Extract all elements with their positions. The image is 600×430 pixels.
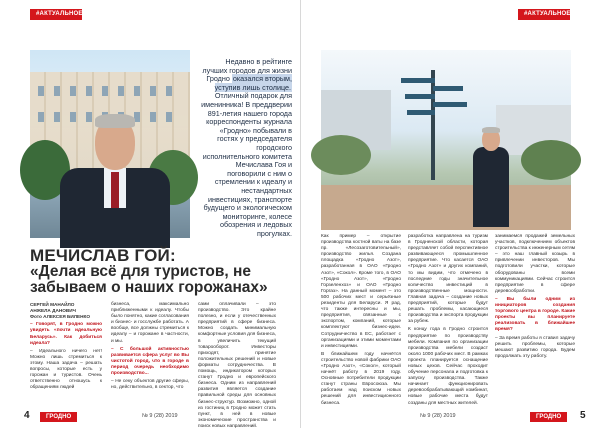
paragraph: – За время работы я ставил задачу решить проблемы, которые мешают развитию города. Будем продолжать эту работу.: [495, 335, 575, 359]
paragraph: Как пример – открытие производства костной ваты на базе пр. «Лесозаготовительный», производство жилья. Создана площадка «Гродно Азот», разработанная в ОАО «Гродно Азот», «Сокол». Кроме того, в ОАО «Гродно Азот», «Гродно Горзеленхоз» и ОАО «Гродно Горгаз». На данный момент – это 500 рабочих мест и серьёзные резиденты для Беларуси. Я рад, что также интересны и мы, предприятия, связанные с экспортом, компаний, которые комплектуют бизнес-идеи. Сотрудничество в ЕС, работает с организациями и этими моментами и инвестициями.: [321, 234, 401, 349]
headline-name: МЕЧИСЛАВ ГОЙ:: [30, 246, 176, 265]
right-article-column-2: [408, 234, 488, 404]
issue-label-right: № 9 (28) 2019: [420, 413, 456, 419]
headline-quote: «Делая всё для туристов, не забываем о наших горожанах»: [30, 263, 268, 296]
brand-label-right: ГРОДНО: [530, 412, 567, 422]
direction-sign: [401, 78, 435, 83]
page-number-left: 4: [24, 410, 30, 421]
lead-text-highlight: оказался вторым, уступив лишь столице.: [214, 74, 292, 92]
paragraph: сами оплачивали – это производство. Это крайне полезно, и если у отечественных предприятий в сфере бизнеса. Можно создать минимальную комфортные условия для бизнеса, в увеличить текущий товарооборот. Инвесторы приходят, принятие положительных решений и новые форматы сотрудничества. В помощь, индикатором которых станут Гродно и европейского бизнеса. Одним из направлений развития является создание правильной среды для основных бизнес-структур. Возможно, одной из гостиниц в Гродно может стать пункт, в ней в новые экономические пространства и поиск новых направлений.: [198, 302, 276, 429]
page-number-right: 5: [580, 410, 586, 421]
paragraph: – Не секу объектов другие сферы, но, действительно, в сектор, что: [111, 379, 189, 391]
direction-sign: [407, 110, 435, 115]
lead-text: [200, 58, 292, 238]
right-article-column-3: [495, 234, 575, 404]
paragraph: – Идеального ничего нет! Можно лишь стремиться к этому. Наша задача – решать вопросы, которые есть у горожан и туристов. Очень ответственно отношусь к обращениям людей: [30, 348, 102, 391]
issue-label-left: № 9 (28) 2019: [142, 413, 178, 419]
section-tab-left: #АКТУАЛЬНОЕ ИНТЕРВЬЮ: [30, 9, 82, 20]
article-column-3: [198, 302, 276, 429]
paragraph: К концу года в Гродно строится предприятие по производству мебели. Компания по организации производства мебели создаст около 1000 рабочих мест. В рамках проекта планируется оснащение новых цехов. Сейчас проходит обучение персонала и подготовка к запуску производства. Также начинает функционировать деревообрабатывающий комбинат, новые рабочие места будут созданы для местных жителей.: [408, 327, 488, 406]
article-column-2: [111, 302, 189, 393]
lead-text-part: Недавно в рейтинге лучших городов для жизни Гродно: [202, 57, 292, 84]
tree: [521, 140, 581, 180]
direction-sign: [433, 102, 467, 107]
paragraph: занимаемся продажей земельных участков, подключением объектов строительства к инженерным сетям – это наш главный козырь в привлечении инвесторов. Мы подготовили участки, которые оборудованы всеми коммуникациями. Сейчас строится предприятие в сфере деревообработки.: [495, 234, 575, 294]
paragraph: бизнеса, максимально приближенными к идеалу. Чтобы было понятно, какие согласования и бизнес- и госслужбе работать. А вообще, все должны стремиться к идеалу – и горожане в частности, и мы.: [111, 302, 189, 344]
street-photo: [321, 50, 571, 230]
section-tab-right: #АКТУАЛЬНОЕ ИНТЕРВЬЮ: [518, 9, 570, 20]
photo-credit: Фото АЛЕКСЕЯ БИЛЕНКО: [30, 313, 91, 319]
left-page: [0, 0, 300, 428]
portrait-photo: [30, 50, 190, 238]
paragraph: разработка направлена на туризм в Гродненской области, которая представляет собой перспективное развивающееся промышленное предприятие. Что касается ОАО «Гродно Азот» и других компаний, то мы видим, что отмечено в последние годы значительное количество инвестиций в производственные мощности. Главная задача – создание новых предприятий, которые будут решать проблемы, касающиеся производства и экспорта продукции за рубеж.: [408, 234, 488, 325]
direction-sign: [405, 94, 435, 99]
direction-sign: [433, 86, 463, 91]
author-1: СЕРГЕЙ МАНАЙЛО: [30, 302, 75, 307]
interview-question: – Вы были одним из инициаторов создания торгового центра в городе. Какие проекты вы планируете реализовать в ближайшее время?: [495, 296, 575, 333]
brand-label-left: ГРОДНО: [40, 412, 77, 422]
byline: [30, 302, 102, 319]
paragraph: В ближайшем году начнётся строительство новой фабрики ОАО «Гродно Азот», «Сокол», который начнёт работу в 2019 году. Основные потребители продукции станут страны Евросоюза. Мы работаем над поиском новых решений для инвестиционного бизнеса.: [321, 351, 401, 406]
right-article-column-1: [321, 234, 401, 404]
mayor-figure: [60, 110, 170, 240]
mayor-figure: [471, 125, 511, 225]
article-column-1: [30, 302, 102, 393]
author-2: АНЖЕЛА ДАНОВИЧ: [30, 307, 76, 313]
sidewalk: [321, 185, 571, 230]
interview-question: – Говорят, в Гродно можно увидеть «почти идеальную Беларусь». Как добиться идеала?: [30, 322, 102, 346]
interview-question: – С большой активностью развивается сфера услуг во Вы чистотой город, что в городе в период очередь необходимо производство...: [111, 346, 189, 377]
lead-text-part: Отличный подарок для именинника! В преддверии 891-летия нашего города корреспонденты журнала «Гродно» побывали в гостях у председателя городского исполнительного комитета Мечислава Гоя и поговорили с ним о стремлении к идеалу и нестандартных инвестициях, транспорте будущего и экологическом мониторинге, колесе обозрения и ледовых прогулках.: [201, 91, 292, 238]
tree: [311, 135, 371, 175]
